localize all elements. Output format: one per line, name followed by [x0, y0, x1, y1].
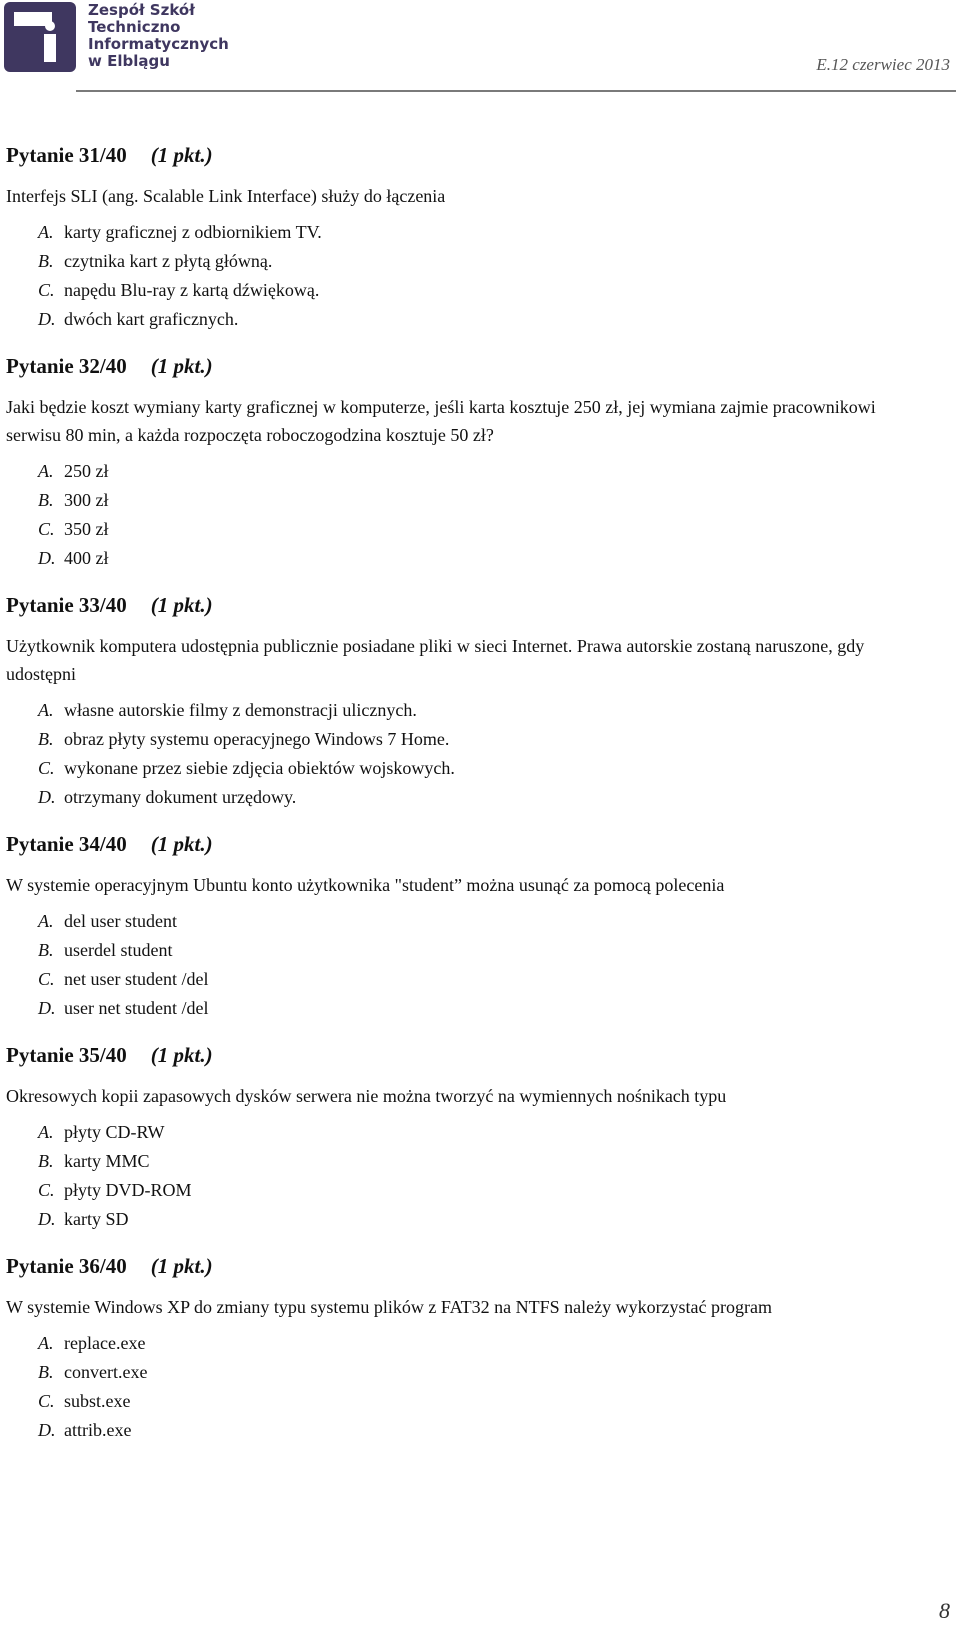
answer-text: własne autorskie filmy z demonstracji ulicznych. [64, 700, 417, 720]
answer-text: 350 zł [64, 519, 109, 539]
answer-option [38, 1416, 906, 1445]
answer-text: dwóch kart graficznych. [64, 309, 239, 329]
school-logo [4, 2, 254, 72]
answer-text: del user student [64, 911, 177, 931]
question-number: Pytanie 32/40 [6, 354, 127, 378]
answer-letter: A. [38, 911, 54, 931]
question-number: Pytanie 31/40 [6, 143, 127, 167]
answer-option [38, 994, 906, 1023]
question-points: (1 pkt.) [150, 143, 213, 167]
answer-letter: D. [38, 1420, 56, 1440]
answer-text: karty MMC [64, 1151, 150, 1171]
answer-list [6, 1329, 906, 1445]
school-name-line: w Elblągu [88, 52, 170, 70]
answer-option [38, 1387, 906, 1416]
answer-letter: C. [38, 1180, 55, 1200]
answer-list [6, 1118, 906, 1234]
answer-letter: C. [38, 1391, 55, 1411]
answer-letter: D. [38, 309, 56, 329]
school-logo-icon [4, 2, 76, 72]
answer-option [38, 1329, 906, 1358]
question-number: Pytanie 35/40 [6, 1043, 127, 1067]
answer-letter: D. [38, 548, 56, 568]
answer-letter: B. [38, 940, 54, 960]
answer-letter: D. [38, 787, 56, 807]
question-points: (1 pkt.) [150, 1254, 213, 1278]
answer-list [6, 457, 906, 573]
answer-option [38, 457, 906, 486]
answer-text: płyty CD-RW [64, 1122, 165, 1142]
question-points: (1 pkt.) [150, 593, 213, 617]
answer-letter: A. [38, 461, 54, 481]
answer-list [6, 218, 906, 334]
answer-option [38, 544, 906, 573]
answer-text: replace.exe [64, 1333, 146, 1353]
answer-text: napędu Blu-ray z kartą dźwiękową. [64, 280, 320, 300]
answer-option [38, 1118, 906, 1147]
question-points: (1 pkt.) [150, 354, 213, 378]
answer-option [38, 936, 906, 965]
question-34 [6, 832, 906, 1023]
question-title [6, 832, 906, 857]
answer-text: userdel student [64, 940, 173, 960]
answer-letter: C. [38, 969, 55, 989]
question-text: Interfejs SLI (ang. Scalable Link Interface) służy do łączenia [6, 186, 446, 206]
answer-list [6, 907, 906, 1023]
answer-text: convert.exe [64, 1362, 148, 1382]
question-text: Okresowych kopii zapasowych dysków serwera nie można tworzyć na wymiennych nośnikach typu [6, 1086, 727, 1106]
answer-text: net user student /del [64, 969, 209, 989]
question-text: W systemie operacyjnym Ubuntu konto użytkownika "student” można usunąć za pomocą polecenia [6, 875, 725, 895]
answer-text: karty SD [64, 1209, 129, 1229]
header-divider [76, 90, 956, 92]
school-name-line: Techniczno [88, 18, 181, 36]
answer-option [38, 696, 906, 725]
answer-letter: B. [38, 1362, 54, 1382]
answer-letter: D. [38, 1209, 56, 1229]
answer-option [38, 305, 906, 334]
answer-option [38, 276, 906, 305]
question-33 [6, 593, 906, 812]
answer-option [38, 1205, 906, 1234]
answer-option [38, 1176, 906, 1205]
answer-letter: B. [38, 251, 54, 271]
answer-option [38, 907, 906, 936]
answer-letter: C. [38, 758, 55, 778]
answer-text: otrzymany dokument urzędowy. [64, 787, 297, 807]
answer-text: 400 zł [64, 548, 109, 568]
question-title [6, 593, 906, 618]
answer-letter: A. [38, 1333, 54, 1353]
question-text: Jaki będzie koszt wymiany karty graficznej w komputerze, jeśli karta kosztuje 250 zł, jej wymiana zajmie pracownikowi serwisu 80 min, a każda rozpoczęta roboczogodzina kosztuje 50 zł? [6, 397, 876, 445]
question-number: Pytanie 34/40 [6, 832, 127, 856]
question-points: (1 pkt.) [150, 832, 213, 856]
answer-option [38, 515, 906, 544]
answer-option [38, 1147, 906, 1176]
answer-letter: C. [38, 280, 55, 300]
answer-text: 250 zł [64, 461, 109, 481]
question-title [6, 354, 906, 379]
school-name-line: Informatycznych [88, 35, 229, 53]
question-32 [6, 354, 906, 573]
answer-letter: C. [38, 519, 55, 539]
answer-text: 300 zł [64, 490, 109, 510]
question-title [6, 143, 906, 168]
question-36 [6, 1254, 906, 1445]
answer-option [38, 486, 906, 515]
answer-option [38, 783, 906, 812]
question-points: (1 pkt.) [150, 1043, 213, 1067]
answer-letter: A. [38, 222, 54, 242]
answer-letter: A. [38, 700, 54, 720]
answer-text: user net student /del [64, 998, 209, 1018]
question-text: W systemie Windows XP do zmiany typu systemu plików z FAT32 na NTFS należy wykorzystać program [6, 1297, 773, 1317]
answer-text: attrib.exe [64, 1420, 132, 1440]
school-name-line: Zespół Szkół [88, 1, 195, 19]
question-list [6, 143, 906, 1465]
answer-letter: B. [38, 1151, 54, 1171]
answer-text: płyty DVD-ROM [64, 1180, 192, 1200]
answer-text: czytnika kart z płytą główną. [64, 251, 273, 271]
page-header [0, 0, 960, 96]
answer-option [38, 218, 906, 247]
exam-date: E.12 czerwiec 2013 [816, 55, 950, 74]
answer-letter: A. [38, 1122, 54, 1142]
answer-option [38, 725, 906, 754]
answer-option [38, 247, 906, 276]
question-title [6, 1254, 906, 1279]
answer-list [6, 696, 906, 812]
answer-option [38, 754, 906, 783]
question-number: Pytanie 33/40 [6, 593, 127, 617]
answer-text: subst.exe [64, 1391, 131, 1411]
page-number: 8 [939, 1598, 950, 1623]
answer-letter: B. [38, 490, 54, 510]
answer-letter: D. [38, 998, 56, 1018]
answer-option [38, 1358, 906, 1387]
answer-option [38, 965, 906, 994]
school-name [88, 2, 258, 70]
question-31 [6, 143, 906, 334]
answer-letter: B. [38, 729, 54, 749]
question-number: Pytanie 36/40 [6, 1254, 127, 1278]
question-35 [6, 1043, 906, 1234]
question-text: Użytkownik komputera udostępnia publicznie posiadane pliki w sieci Internet. Prawa autorskie zostaną naruszone, gdy udostępni [6, 636, 865, 684]
answer-text: obraz płyty systemu operacyjnego Windows 7 Home. [64, 729, 450, 749]
answer-text: wykonane przez siebie zdjęcia obiektów wojskowych. [64, 758, 455, 778]
question-title [6, 1043, 906, 1068]
answer-text: karty graficznej z odbiornikiem TV. [64, 222, 322, 242]
